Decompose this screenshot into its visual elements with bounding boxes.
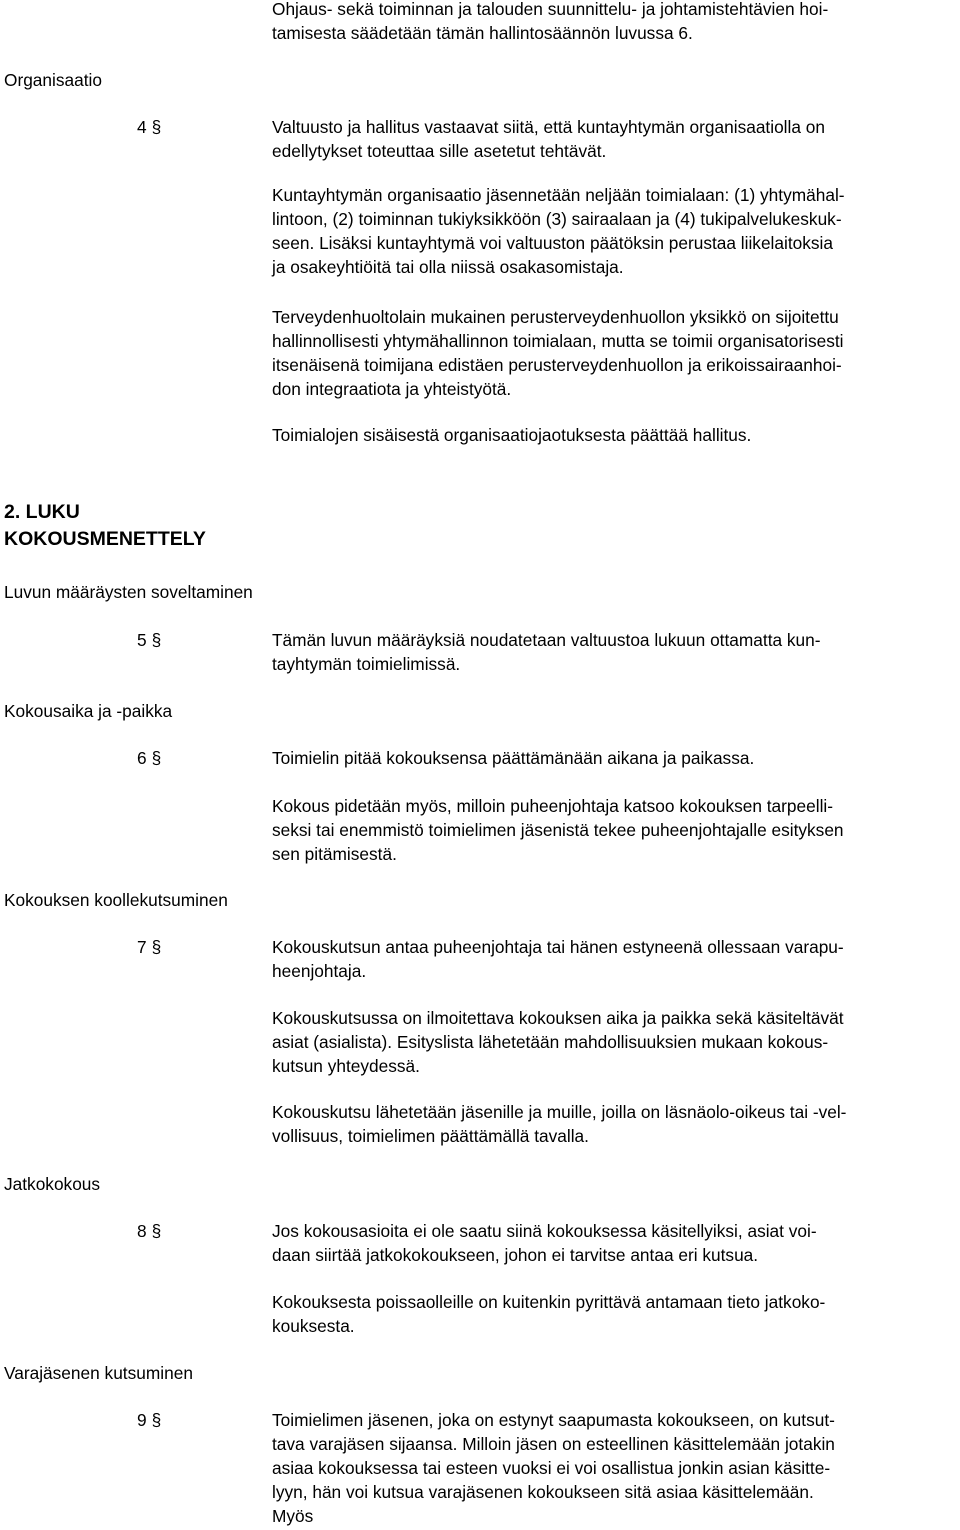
section-heading-varajasenen-kutsuminen: Varajäsenen kutsuminen: [4, 1363, 193, 1383]
section-number-5: [137, 628, 161, 652]
section-9-paragraph-1: Toimielimen jäsenen, joka on estynyt saapumasta kokoukseen, on kutsut- tava varajäsen sijaansa. Milloin jäsen on esteellinen käsittelemään jotakin asiaa kokouksessa tai esteen vuoksi ei voi osallistua jonkin asian käsitte- lyyn, hän voi kutsua varajäsenen kokoukseen sitä asiaa käsittelemään. Myös: [272, 1410, 835, 1526]
section-number-8: [137, 1219, 161, 1243]
section-number: 9: [137, 1410, 147, 1430]
section-number: 5: [137, 630, 147, 650]
section-number-4: [137, 115, 161, 139]
section-number-6: [137, 746, 161, 770]
section-sign: §: [151, 1410, 162, 1430]
section-heading-luvun-maaraysten-soveltaminen: Luvun määräysten soveltaminen: [4, 582, 253, 602]
section-heading-kokousaika-ja-paikka: Kokousaika ja -paikka: [4, 701, 173, 721]
section-number: 4: [137, 117, 147, 137]
section-number: 6: [137, 748, 147, 768]
section-heading-organisaatio: Organisaatio: [4, 70, 102, 90]
section-6-paragraph-2: Kokous pidetään myös, milloin puheenjohtaja katsoo kokouksen tarpeelli- seksi tai enemmistö toimielimen jäsenistä tekee puheenjohtajalle esityksen sen pitämisestä.: [272, 796, 844, 864]
section-number: 8: [137, 1221, 147, 1241]
section-heading-jatkokokous: Jatkokokous: [4, 1174, 101, 1194]
intro-paragraph: Ohjaus- sekä toiminnan ja talouden suunnittelu- ja johtamistehtävien hoi- tamisesta säädetään tämän hallintosäännön luvussa 6.: [272, 0, 829, 43]
section-number-7: [137, 935, 161, 959]
section-4-paragraph-1: Valtuusto ja hallitus vastaavat siitä, että kuntayhtymän organisaatiolla on edellytykset toteuttaa sille asetetut tehtävät.: [272, 117, 825, 161]
section-number: 7: [137, 937, 147, 957]
section-6-paragraph-1: Toimielin pitää kokouksensa päättämänään aikana ja paikassa.: [272, 748, 755, 768]
section-5-paragraph-1: Tämän luvun määräyksiä noudatetaan valtuustoa lukuun ottamatta kun- tayhtymän toimielimissä.: [272, 630, 821, 674]
section-4-paragraph-3: Terveydenhuoltolain mukainen perusterveydenhuollon yksikkö on sijoitettu hallinnollisesti yhtymähallinnon toimialaan, mutta se toimii organisatorisesti itsenäisenä toimijana edistäen perusterveydenhuollon ja erikoissairaanhoi- don integraatiota ja yhteistyötä.: [272, 307, 844, 399]
section-8-paragraph-1: Jos kokousasioita ei ole saatu siinä kokouksessa käsitellyiksi, asiat voi- daan siirtää jatkokokoukseen, johon ei tarvitse antaa eri kutsua.: [272, 1221, 817, 1265]
section-4-paragraph-2: Kuntayhtymän organisaatio jäsennetään neljään toimialaan: (1) yhtymähal- lintoon, (2) toiminnan tukiyksikköön (3) sairaalaan ja (4) tukipalvelukeskuk- seen. Lisäksi kuntayhtymä voi valtuuston päätöksin perustaa liikelaitoksia ja osakeyhtiöitä tai olla niissä osakasomistaja.: [272, 185, 845, 277]
section-sign: §: [151, 117, 162, 137]
section-sign: §: [151, 630, 162, 650]
section-7-paragraph-2: Kokouskutsussa on ilmoitettava kokouksen aika ja paikka sekä käsiteltävät asiat (asialista). Esityslista lähetetään mahdollisuuksien mukaan kokous- kutsun yhteydessä.: [272, 1008, 844, 1076]
section-number-9: [137, 1408, 161, 1432]
section-heading-kokouksen-koollekutsuminen: Kokouksen koollekutsuminen: [4, 890, 228, 910]
section-sign: §: [151, 937, 162, 957]
section-4-paragraph-4: Toimialojen sisäisestä organisaatiojaotuksesta päättää hallitus.: [272, 425, 752, 445]
section-sign: §: [151, 1221, 162, 1241]
section-7-paragraph-3: Kokouskutsu lähetetään jäsenille ja muille, joilla on läsnäolo-oikeus tai -vel- vollisuus, toimielimen päättämällä tavalla.: [272, 1102, 847, 1146]
chapter-title: 2. LUKU KOKOUSMENETTELY: [4, 501, 206, 550]
section-7-paragraph-1: Kokouskutsun antaa puheenjohtaja tai hänen estyneenä ollessaan varapu- heenjohtaja.: [272, 937, 844, 981]
section-8-paragraph-2: Kokouksesta poissaolleille on kuitenkin pyrittävä antamaan tieto jatkoko- kouksesta.: [272, 1292, 826, 1336]
section-sign: §: [151, 748, 162, 768]
